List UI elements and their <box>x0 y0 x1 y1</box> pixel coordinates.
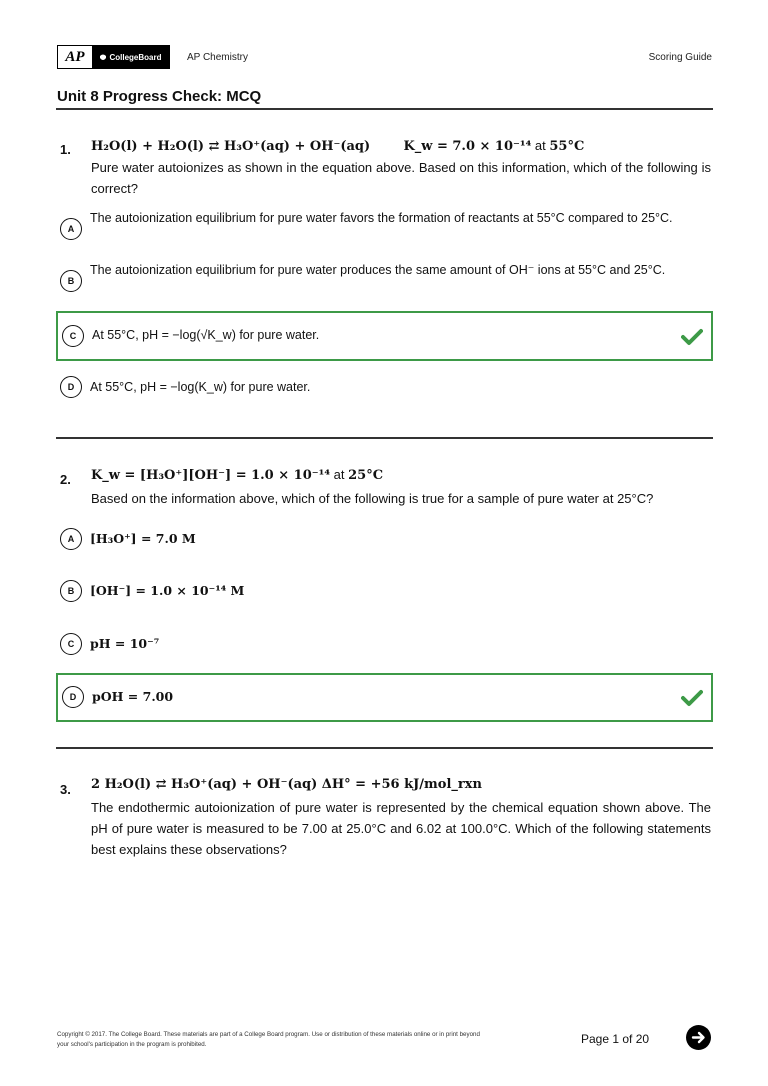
choice-text: [H₃O⁺] = 7.0 M <box>90 531 196 546</box>
answer-choice-b[interactable] <box>56 260 713 302</box>
next-page-button[interactable] <box>686 1025 711 1050</box>
equation-text: H₂O(l) + H₂O(l) ⇄ H₃O⁺(aq) + OH⁻(aq) <box>91 139 371 154</box>
question-number: 1. <box>60 142 71 157</box>
question-equation <box>91 776 482 792</box>
choice-letter-badge: A <box>60 218 82 240</box>
choice-letter-badge: B <box>60 580 82 602</box>
question-divider <box>56 747 713 749</box>
choice-text: [OH⁻] = 1.0 × 10⁻¹⁴ M <box>90 583 245 598</box>
choice-letter-badge: B <box>60 270 82 292</box>
logo-collegeboard <box>92 46 169 68</box>
choice-text: The autoionization equilibrium for pure water favors the formation of reactants at 55°C compared to 25°C. <box>90 211 673 225</box>
question-equation <box>91 138 584 154</box>
question-stem: Pure water autoionizes as shown in the equation above. Based on this information, which of the following is correct? <box>91 160 711 196</box>
choice-text: pOH = 7.00 <box>92 689 174 704</box>
choice-text: The autoionization equilibrium for pure water produces the same amount of OH⁻ ions at 55°C and 25°C. <box>90 263 666 277</box>
question-divider <box>56 437 713 439</box>
choice-text: pH = 10⁻⁷ <box>90 636 160 651</box>
answer-choice-d[interactable] <box>56 374 713 400</box>
acorn-icon <box>99 53 107 62</box>
logo-cb-text: CollegeBoard <box>109 52 162 62</box>
equation-text: 2 H₂O(l) ⇄ H₃O⁺(aq) + OH⁻(aq) ΔH° = +56 kJ/mol_rxn <box>91 777 482 792</box>
equation-at: at <box>333 467 345 482</box>
ap-collegeboard-logo <box>57 45 170 69</box>
answer-choice-a[interactable] <box>56 526 713 552</box>
question-number: 3. <box>60 782 71 797</box>
choice-letter-badge: D <box>62 686 84 708</box>
course-name: AP Chemistry <box>187 52 248 63</box>
copyright-notice: Copyright © 2017. The College Board. These materials are part of a College Board program. Use or distribution of these materials online or in print beyond your school's participation in the program is prohibited. <box>57 1031 480 1048</box>
equation-temperature: 25°C <box>348 468 384 483</box>
choice-letter-badge: C <box>62 325 84 347</box>
answer-choice-a[interactable] <box>56 208 713 250</box>
choice-letter-badge: C <box>60 633 82 655</box>
page-number: Page 1 of 20 <box>581 1032 650 1046</box>
checkmark-icon <box>681 328 703 346</box>
doc-type: Scoring Guide <box>648 52 712 63</box>
question-equation <box>91 467 383 483</box>
equation-at: at <box>534 138 546 153</box>
choice-letter-badge: D <box>60 376 82 398</box>
choice-text: At 55°C, pH = −log(K_w) for pure water. <box>90 380 311 394</box>
equation-temperature: 55°C <box>549 139 585 154</box>
answer-choice-b[interactable] <box>56 578 713 604</box>
choice-letter-badge: A <box>60 528 82 550</box>
logo-ap-text: AP <box>58 46 92 68</box>
answer-choice-c[interactable] <box>56 631 713 657</box>
equation-constant: K_w = 7.0 × 10⁻¹⁴ <box>403 139 532 154</box>
page-title: Unit 8 Progress Check: MCQ <box>57 88 262 105</box>
checkmark-icon <box>681 689 703 707</box>
answer-choice-d-correct[interactable] <box>56 673 713 722</box>
question-stem: The endothermic autoionization of pure water is represented by the chemical equation shown above. The pH of pure water is measured to be 7.00 at 25.0°C and 6.02 at 100.0°C. Which of the following statements best explains these observations? <box>91 800 711 857</box>
arrow-right-icon <box>691 1030 706 1045</box>
question-stem: Based on the information above, which of the following is true for a sample of pure water at 25°C? <box>91 491 654 506</box>
equation-text: K_w = [H₃O⁺][OH⁻] = 1.0 × 10⁻¹⁴ <box>91 468 331 483</box>
question-number: 2. <box>60 472 71 487</box>
choice-text: At 55°C, pH = −log(√K_w) for pure water. <box>92 328 320 342</box>
answer-choice-c-correct[interactable] <box>56 311 713 361</box>
title-divider <box>56 108 713 110</box>
